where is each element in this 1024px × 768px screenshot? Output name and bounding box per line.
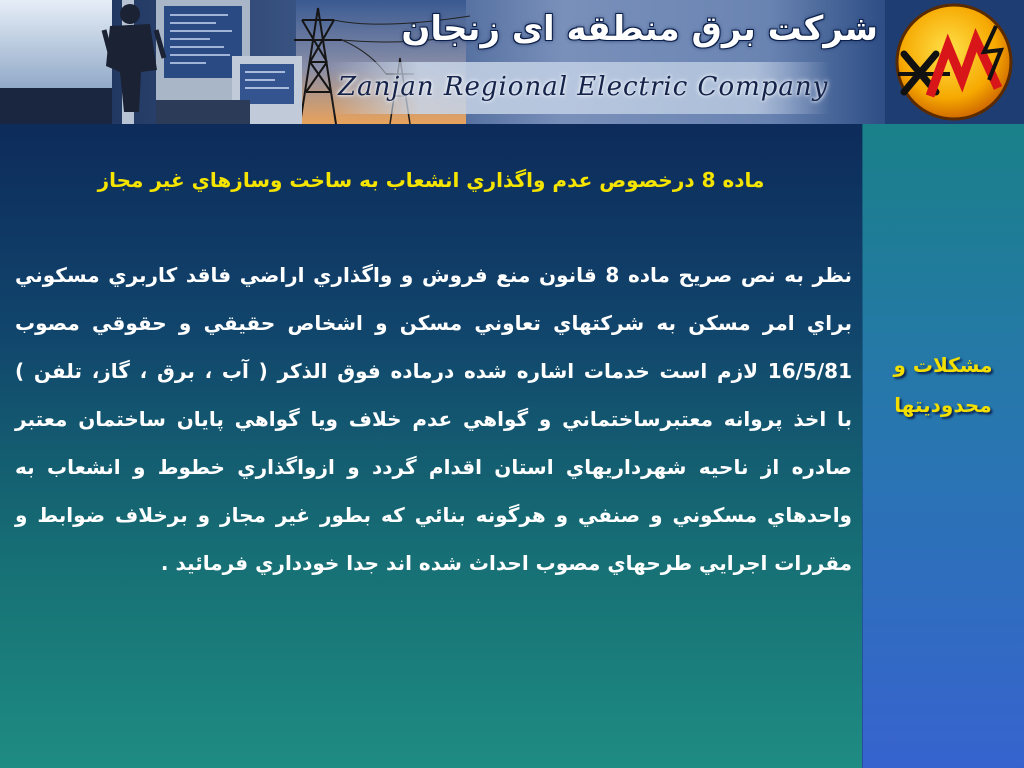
body-line: مقررات اجرايي طرحهاي مصوب احداث شده اند جدا خودداري فرمائيد . — [160, 551, 852, 575]
sidebar-label-line: محدوديتها — [894, 393, 992, 417]
body-line: نظر به نص صريح ماده 8 قانون منع فروش و واگذاري اراضي فاقد كاربري مسكوني — [14, 263, 852, 287]
company-name-persian: شرکت برق منطقه ای زنجان — [401, 9, 878, 49]
sidebar-label-line: مشكلات و — [893, 353, 993, 377]
company-name-english: Zanjan Regional Electric Company — [338, 72, 829, 102]
sidebar-section-label — [862, 345, 1024, 425]
slide-sidebar — [862, 124, 1024, 768]
body-line: براي امر مسكن به شركتهاي تعاوني مسكن و اشخاص حقيقي و حقوقي مصوب — [15, 311, 852, 335]
body-line: صادره از ناحيه شهرداريهاي استان اقدام گردد و ازواگذاري خطوط و انشعاب به — [15, 455, 852, 479]
slide-title: ماده 8 درخصوص عدم واگذاري انشعاب به ساخت وسازهاي غير مجاز — [97, 168, 765, 192]
header-banner — [0, 0, 1024, 124]
body-line: 16/5/81 لازم است خدمات اشاره شده درماده فوق الذكر ( آب ، برق ، گاز، تلفن ) — [15, 359, 852, 383]
slide-content-area — [0, 124, 862, 768]
body-line: با اخذ پروانه معتبرساختماني و گواهي عدم خلاف ويا گواهي پايان ساختمان معتبر — [15, 407, 852, 431]
body-line: واحدهاي مسكوني و صنفي و هرگونه بنائي كه بطور غير مجاز و برخلاف ضوابط و — [15, 503, 852, 527]
company-logo-icon — [897, 5, 1011, 119]
slide-body-paragraph — [14, 251, 852, 587]
